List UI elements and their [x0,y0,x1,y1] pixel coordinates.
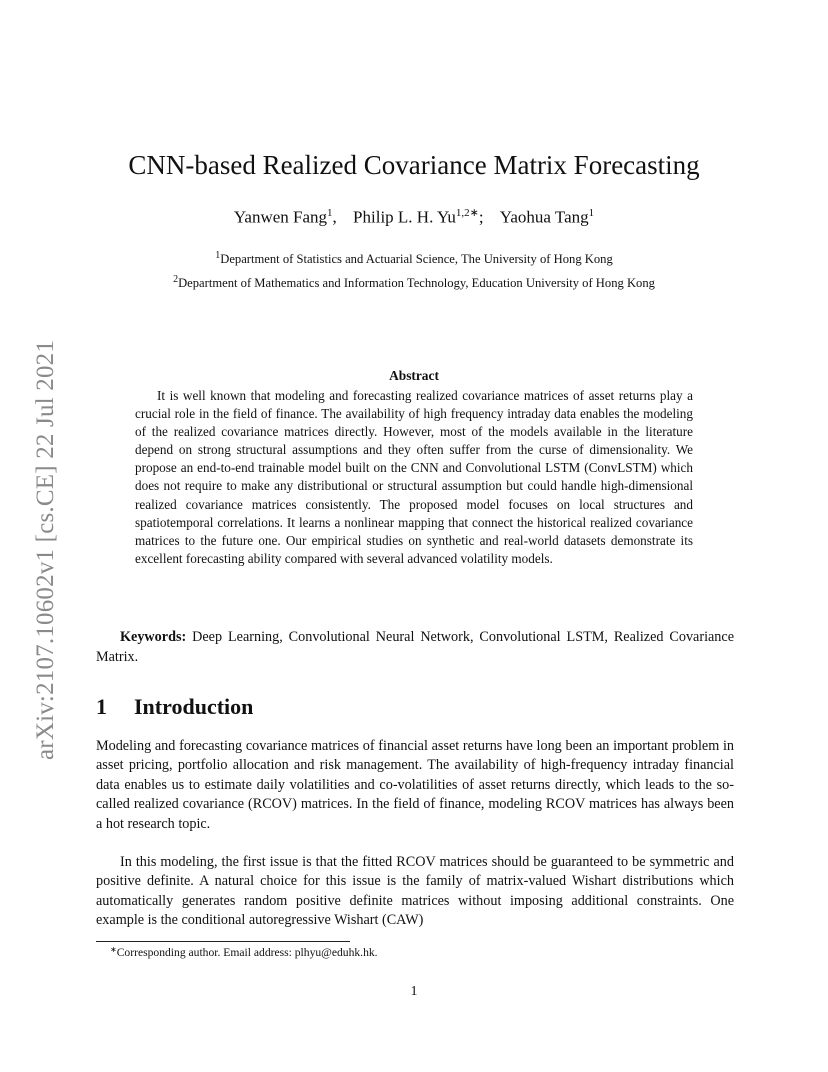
affiliation-1 [60,250,768,267]
author-separator: , [332,207,337,227]
intro-paragraph-2: In this modeling, the first issue is that the fitted RCOV matrices should be guaranteed to be symmetric and positive definite. A natural choice for this issue is the family of matrix-valued Wishart distributions which automatically generates random positive definite matrices without imposing additional constraints. One example is the conditional autoregressive Wishart (CAW) [96,854,734,929]
author-affil-mark: 1,2∗ [455,207,479,219]
footnote-mark: ∗ [110,945,117,954]
abstract-body: It is well known that modeling and forecasting realized covariance matrices of asset returns play a crucial role in the field of finance. The availability of high frequency intraday data enables the modeling of the realized covariance matrices directly. However, most of the models available in the literature depend on strong structural assumptions and they often suffer from the curse of dimensionality. We propose an end-to-end trainable model built on the CNN and Convolutional LSTM (ConvLSTM) which does not require to make any distributional or structural assumption but could handle high-dimensional realized covariance matrices consistently. The proposed model focuses on local structures and spatiotemporal correlations. It learns a nonlinear mapping that connect the historical realized covariance matrices to the future one. Our empirical studies on synthetic and real-world datasets demonstrate its excellent forecasting ability compared with several advanced volatility models. [135,388,693,566]
author-3 [500,207,594,228]
affiliation-text: Department of Statistics and Actuarial Science, The University of Hong Kong [220,252,613,266]
footnote-text: Corresponding author. Email address: plhyu@eduhk.hk. [116,946,378,959]
author-separator: ; [478,207,484,227]
section-title: Introduction [134,694,254,719]
affiliation-mark: 1 [215,250,221,261]
affiliation-mark: 2 [173,274,179,285]
section-number: 1 [96,694,107,719]
keywords [96,628,734,667]
intro-paragraph-1: Modeling and forecasting covariance matrices of financial asset returns have long been an important problem in asset pricing, portfolio allocation and risk management. The availability of high-frequency intraday financial data enables us to estimate daily volatilities and co-volatilities of asset returns directly, which leads to the so-called realized covariance (RCOV) matrices. In the field of finance, modeling RCOV matrices has always been a hot research topic. [96,738,734,832]
author-list [60,206,768,228]
keywords-text: Deep Learning, Convolutional Neural Network, Convolutional LSTM, Realized Covariance Matrix. [96,629,734,665]
author-name: Philip L. H. Yu [353,207,456,227]
footnote [110,945,378,959]
author-affil-mark: 1 [588,207,595,219]
author-name: Yaohua Tang [499,207,589,227]
section-heading [96,694,253,720]
keywords-label: Keywords: [120,629,187,645]
affiliation-2 [60,274,768,291]
author-1 [234,207,337,228]
arxiv-identifier[interactable]: arXiv:2107.10602v1 [cs.CE] 22 Jul 2021 [32,339,59,760]
author-affil-mark: 1 [327,207,333,219]
footnote-rule [96,941,350,942]
author-name: Yanwen Fang [233,207,328,227]
affiliation-text: Department of Mathematics and Information Technology, Education University of Hong Kong [178,276,655,290]
paper-title: CNN-based Realized Covariance Matrix Forecasting [128,150,700,180]
author-2 [353,206,484,228]
abstract-heading: Abstract [389,368,439,383]
page-number: 1 [410,984,418,999]
